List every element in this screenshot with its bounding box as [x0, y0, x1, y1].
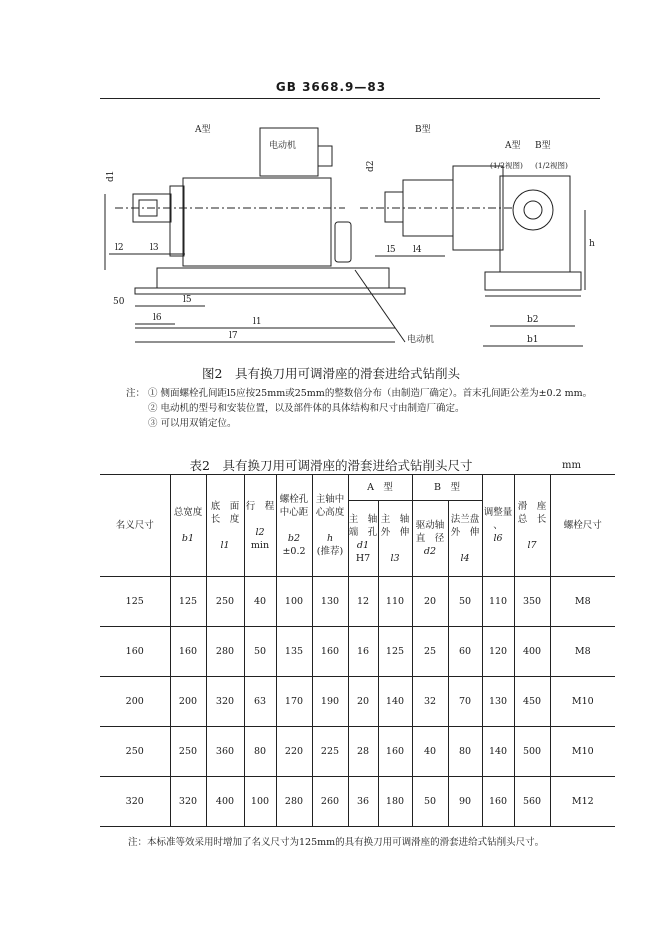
label-motor-bottom: 电动机 — [407, 335, 435, 345]
table-row: 200 200 320 63 170 190 20 140 32 70 130 450 M10 — [100, 677, 615, 727]
table-row: 250 250 360 80 220 225 28 160 40 80 140 500 M10 — [100, 727, 615, 777]
note-1: ① 侧面螺栓孔间距l5应按25mm或25mm的整数倍分布（由制造厂确定）。首末孔间距公差为±0.2 mm。 — [148, 388, 593, 399]
header-l6: 调整量 、 l6 — [482, 475, 514, 577]
header-b1: 总宽度 b1 — [170, 475, 206, 577]
table-row: 160 160 280 50 135 160 16 125 25 60 120 400 M8 — [100, 627, 615, 677]
note-3: ③ 可以用双销定位。 — [148, 418, 237, 429]
table-row: 320 320 400 100 280 260 36 180 50 90 160 560 M12 — [100, 777, 615, 827]
motor-shaft-box — [318, 146, 332, 166]
footnote: 注：本标准等效采用时增加了名义尺寸为125mm的具有换刀用可调滑座的滑套进给式钻削头尺寸。 — [128, 837, 545, 848]
header-b2: 螺栓孔中心距 b2 ±0.2 — [276, 475, 312, 577]
header-h: 主轴中心高度 h (推荐) — [312, 475, 348, 577]
header-bolt: 螺栓尺寸 — [550, 475, 615, 577]
table-row: 125 125 250 40 100 130 12 110 20 50 110 350 M8 — [100, 577, 615, 627]
standard-number: GB 3668.9—83 — [275, 80, 387, 94]
head-collar — [170, 186, 184, 256]
motor-box — [260, 128, 318, 176]
header-group-a: A 型 — [348, 475, 412, 501]
dim-d2: d2 — [366, 160, 376, 172]
dim-h: h — [589, 239, 595, 249]
label-half-a: A型 — [505, 141, 521, 151]
label-half-b: B型 — [535, 141, 551, 151]
figure-caption: 图2 具有换刀用可调滑座的滑套进给式钻削头 — [202, 366, 460, 381]
table-caption: 表2 具有换刀用可调滑座的滑套进给式钻削头尺寸 — [189, 458, 473, 473]
label-motor: 电动机 — [269, 141, 297, 151]
label-half-b-note: (1/2视图) — [535, 161, 568, 170]
dim-l6: l6 — [153, 313, 162, 323]
end-view-spindle — [513, 190, 553, 230]
handwheel — [335, 222, 351, 262]
header-d1: 主 轴端 孔 d1 H7 — [348, 501, 378, 577]
dimension-table — [100, 474, 615, 827]
label-type-a: A型 — [195, 125, 211, 135]
header-l1: 底 面长 度 l1 — [206, 475, 244, 577]
dim-l5-b: l5 — [387, 245, 396, 255]
header-d2: 驱动轴直 径 d2 — [412, 501, 448, 577]
end-view-base — [485, 272, 581, 290]
dim-l3: l3 — [150, 243, 159, 253]
dim-l1: l1 — [253, 317, 262, 327]
dim-b1: b1 — [527, 335, 539, 345]
table-unit: mm — [562, 460, 581, 471]
dim-50: 50 — [113, 297, 125, 307]
end-view-spindle-inner — [524, 201, 542, 219]
dim-d1: d1 — [106, 170, 116, 182]
dim-l5: l5 — [183, 295, 192, 305]
header-l4: 法兰盘外 伸 l4 — [448, 501, 482, 577]
head-body — [183, 178, 331, 266]
dim-l4: l4 — [413, 245, 422, 255]
header-group-b: B 型 — [412, 475, 482, 501]
header-l2: 行 程 l2 min — [244, 475, 276, 577]
label-type-b: B型 — [415, 125, 431, 135]
header-l7: 滑 座总 长 l7 — [514, 475, 550, 577]
drilling-head-figure — [95, 110, 615, 360]
header-l3: 主 轴外 伸 l3 — [378, 501, 412, 577]
label-half-a-note: (1/2视图) — [490, 161, 523, 170]
slide-base-a — [157, 268, 389, 288]
figure-notes — [126, 386, 592, 431]
slide-base-a-lower — [135, 288, 405, 294]
notes-label: 注： — [126, 388, 146, 399]
dim-l2: l2 — [115, 243, 124, 253]
dim-b2: b2 — [527, 315, 539, 325]
header-rule — [100, 98, 600, 99]
note-2: ② 电动机的型号和安装位置，以及部件体的具体结构和尺寸由制造厂确定。 — [148, 403, 465, 414]
header-nominal: 名义尺寸 — [100, 475, 170, 577]
drive-flange-b — [385, 192, 403, 222]
dim-l7: l7 — [229, 331, 238, 341]
